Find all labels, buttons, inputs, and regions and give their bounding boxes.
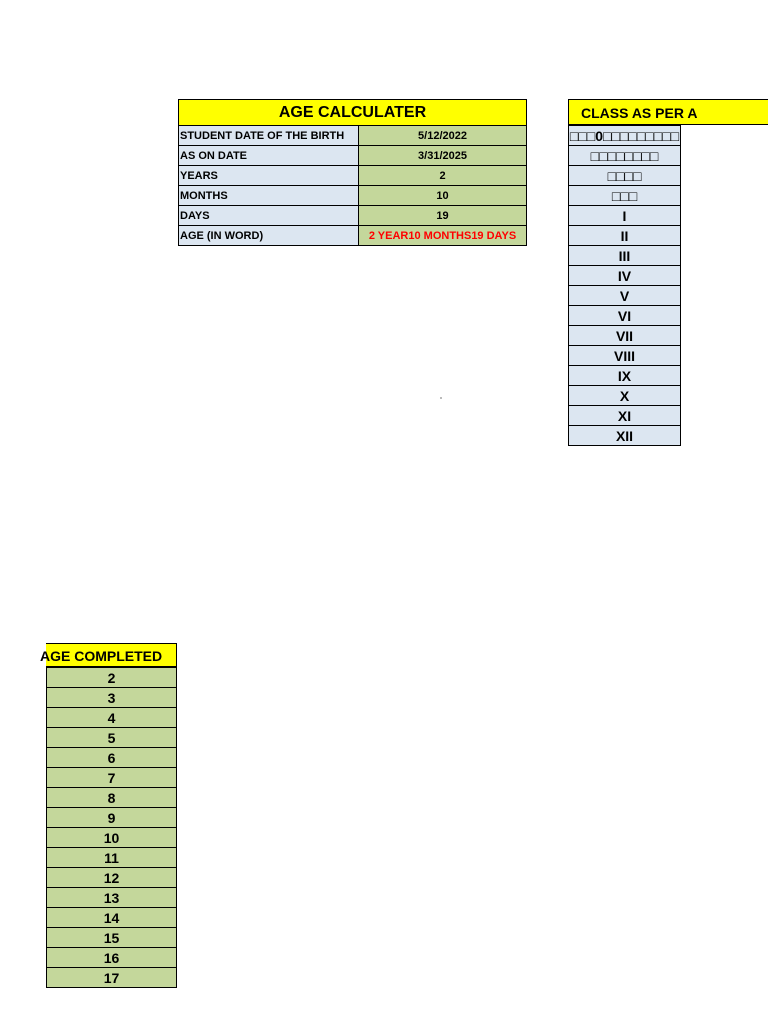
table-row [569,126,681,146]
age-cell[interactable]: 10 [47,828,177,848]
age-cell[interactable]: 15 [47,928,177,948]
table-row [47,688,177,708]
age-cell[interactable]: 3 [47,688,177,708]
age-calculator-title[interactable]: AGE CALCULATER [179,100,527,126]
stray-dot [440,397,442,399]
table-row [47,888,177,908]
table-row [47,708,177,728]
table-row [47,828,177,848]
class-cell[interactable]: □□□ [569,186,681,206]
table-row [47,768,177,788]
table-row [47,748,177,768]
table-row [47,948,177,968]
years-value[interactable]: 2 [359,166,527,186]
table-row [47,968,177,988]
table-row [569,386,681,406]
table-row [569,406,681,426]
age-cell[interactable]: 12 [47,868,177,888]
years-label[interactable]: YEARS [179,166,359,186]
table-row [47,788,177,808]
class-cell[interactable]: □□□□ [569,166,681,186]
age-in-word-value[interactable]: 2 YEAR10 MONTHS19 DAYS [359,226,527,246]
class-cell[interactable]: XII [569,426,681,446]
table-row [47,808,177,828]
table-row [179,186,527,206]
age-cell[interactable]: 13 [47,888,177,908]
table-row [569,146,681,166]
dob-value[interactable]: 5/12/2022 [359,126,527,146]
class-cell[interactable]: V [569,286,681,306]
age-cell[interactable]: 17 [47,968,177,988]
table-row [569,306,681,326]
age-cell[interactable]: 9 [47,808,177,828]
class-cell[interactable]: II [569,226,681,246]
as-on-date-label[interactable]: AS ON DATE [179,146,359,166]
table-row [569,426,681,446]
table-row [179,146,527,166]
age-cell[interactable]: 14 [47,908,177,928]
table-row [47,848,177,868]
class-cell[interactable]: X [569,386,681,406]
age-cell[interactable]: 16 [47,948,177,968]
age-in-word-label[interactable]: AGE (IN WORD) [179,226,359,246]
class-cell[interactable]: □□□□□□□□ [569,146,681,166]
table-row [569,326,681,346]
class-cell[interactable]: VI [569,306,681,326]
months-label[interactable]: MONTHS [179,186,359,206]
table-row [569,366,681,386]
age-cell[interactable]: 8 [47,788,177,808]
dob-label[interactable]: STUDENT DATE OF THE BIRTH [179,126,359,146]
class-table [568,125,681,446]
table-row [47,928,177,948]
class-cell[interactable]: □□□0□□□□□□□□□ [569,127,680,144]
age-completed-block [40,643,177,988]
class-cell[interactable]: III [569,246,681,266]
table-row [47,728,177,748]
table-row [569,226,681,246]
table-row [179,226,527,246]
age-calculator-table [178,99,527,246]
class-table-header[interactable] [568,99,768,125]
age-cell[interactable]: 5 [47,728,177,748]
days-value[interactable]: 19 [359,206,527,226]
age-cell[interactable]: 11 [47,848,177,868]
class-table-block [568,99,768,451]
days-label[interactable]: DAYS [179,206,359,226]
age-cell[interactable]: 2 [47,668,177,688]
class-cell[interactable]: IV [569,266,681,286]
class-cell[interactable]: VII [569,326,681,346]
months-value[interactable]: 10 [359,186,527,206]
table-row [47,908,177,928]
age-completed-header[interactable]: AGE COMPLETED [46,643,177,667]
table-row [569,166,681,186]
class-cell[interactable]: VIII [569,346,681,366]
class-cell[interactable]: XI [569,406,681,426]
table-row [569,286,681,306]
age-completed-table [46,667,177,988]
age-cell[interactable]: 4 [47,708,177,728]
class-cell[interactable]: IX [569,366,681,386]
table-row [569,266,681,286]
table-row [569,206,681,226]
age-cell[interactable]: 7 [47,768,177,788]
table-row [569,346,681,366]
age-cell[interactable]: 6 [47,748,177,768]
table-row [569,246,681,266]
as-on-date-value[interactable]: 3/31/2025 [359,146,527,166]
table-row [569,186,681,206]
table-row [179,206,527,226]
table-row [179,126,527,146]
class-cell[interactable]: I [569,206,681,226]
table-row [47,668,177,688]
table-row [179,166,527,186]
class-header-text: CLASS AS PER A [581,105,698,121]
table-row [47,868,177,888]
